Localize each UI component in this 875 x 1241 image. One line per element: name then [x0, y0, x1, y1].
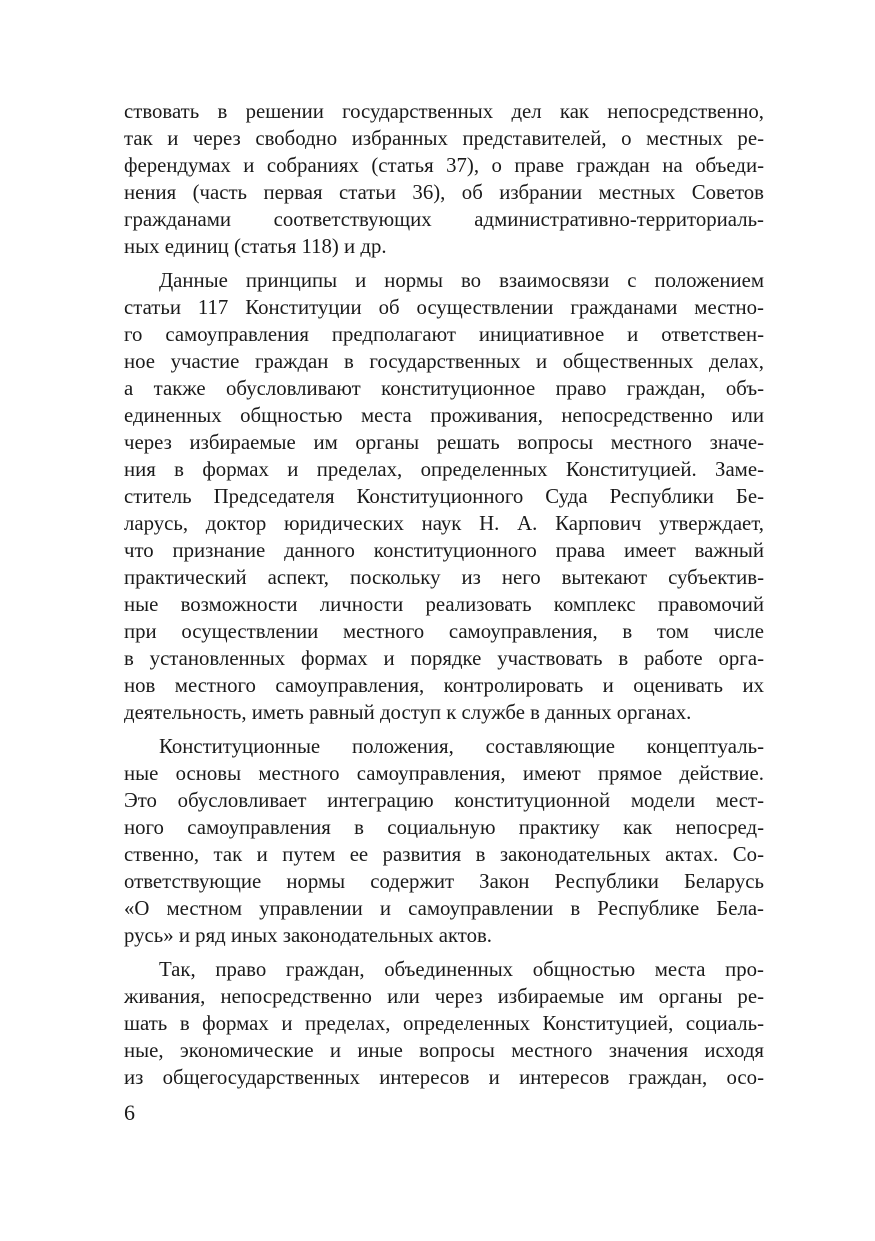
text-line: ные, экономические и иные вопросы местного значения исходя: [124, 1039, 764, 1062]
text-line: практический аспект, поскольку из него вытекают субъектив-: [124, 566, 764, 589]
paragraph-2: [124, 267, 764, 726]
paragraph-3: [124, 733, 764, 949]
text-line: нов местного самоуправления, контролировать и оценивать их: [124, 674, 764, 697]
text-line: нения (часть первая статьи 36), об избрании местных Советов: [124, 181, 764, 204]
text-line: так и через свободно избранных представителей, о местных ре-: [124, 127, 764, 150]
text-line: статьи 117 Конституции об осуществлении гражданами местно-: [124, 296, 764, 319]
text-line: из общегосударственных интересов и интересов граждан, осо-: [124, 1066, 764, 1089]
text-line: ларусь, доктор юридических наук Н. А. Карпович утверждает,: [124, 512, 764, 535]
text-line: ных единиц (статья 118) и др.: [124, 235, 387, 258]
text-line: Данные принципы и нормы во взаимосвязи с положением: [159, 269, 764, 292]
text-line: «О местном управлении и самоуправлении в Республике Бела-: [124, 897, 764, 920]
text-line: ферендумах и собраниях (статья 37), о праве граждан на объеди-: [124, 154, 764, 177]
text-line: Так, право граждан, объединенных общностью места про-: [159, 958, 764, 981]
text-line: деятельность, иметь равный доступ к службе в данных органах.: [124, 701, 692, 724]
text-line: через избираемые им органы решать вопросы местного значе-: [124, 431, 764, 454]
text-line: при осуществлении местного самоуправления, в том числе: [124, 620, 764, 643]
paragraph-1: [124, 98, 764, 260]
text-line: ные возможности личности реализовать комплекс правомочий: [124, 593, 764, 616]
text-line: го самоуправления предполагают инициативное и ответствен-: [124, 323, 764, 346]
text-line: живания, непосредственно или через избираемые им органы ре-: [124, 985, 764, 1008]
text-line: Конституционные положения, составляющие концептуаль-: [159, 735, 764, 758]
text-line: ния в формах и пределах, определенных Конституцией. Заме-: [124, 458, 764, 481]
text-line: в установленных формах и порядке участвовать в работе орга-: [124, 647, 764, 670]
text-line: ответствующие нормы содержит Закон Республики Беларусь: [124, 870, 764, 893]
text-line: Это обусловливает интеграцию конституционной модели мест-: [124, 789, 764, 812]
text-line: ные основы местного самоуправления, имеют прямое действие.: [124, 762, 764, 785]
document-page: [124, 98, 764, 1091]
paragraph-4: [124, 956, 764, 1091]
text-line: что признание данного конституционного права имеет важный: [124, 539, 764, 562]
text-line: а также обусловливают конституционное право граждан, объ-: [124, 377, 764, 400]
text-line: ного самоуправления в социальную практику как непосред-: [124, 816, 764, 839]
text-line: ное участие граждан в государственных и общественных делах,: [124, 350, 764, 373]
text-line: шать в формах и пределах, определенных Конституцией, социаль-: [124, 1012, 764, 1035]
text-line: гражданами соответствующих административно-территориаль-: [124, 208, 764, 231]
text-line: ственно, так и путем ее развития в законодательных актах. Со-: [124, 843, 764, 866]
text-line: единенных общностью места проживания, непосредственно или: [124, 404, 764, 427]
text-line: русь» и ряд иных законодательных актов.: [124, 924, 493, 947]
text-line: ствовать в решении государственных дел как непосредственно,: [124, 100, 764, 123]
page-number: 6: [124, 1100, 135, 1125]
text-line: ститель Председателя Конституционного Суда Республики Бе-: [124, 485, 764, 508]
